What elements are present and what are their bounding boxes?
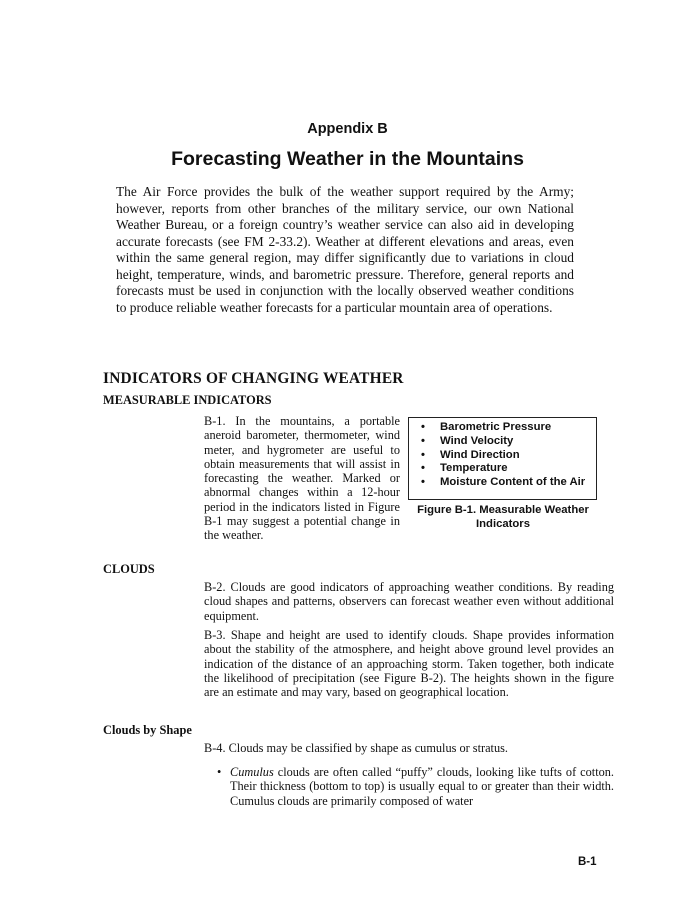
paragraph-b2: B-2. Clouds are good indicators of approaching weather conditions. By reading cloud shapes and patterns, observers can forecast weather even without additional equipment. — [204, 580, 614, 623]
list-item: • Barometric Pressure — [421, 421, 552, 433]
bullet-icon: • — [421, 434, 425, 447]
cumulus-term: Cumulus — [230, 765, 274, 779]
bullet-icon: • — [217, 765, 222, 779]
intro-paragraph: The Air Force provides the bulk of the weather support required by the Army; however, reports from other branches of the military service, our own National Weather Bureau, or a foreign country’s weather service can also aid in developing accurate forecasts (see FM 2-33.2). Weather at different elevations and areas, even within the same general region, may differ significantly due to variations in cloud height, temperature, winds, and barometric pressure. Therefore, general reports and forecasts must be used in conjunction with the locally observed weather conditions to produce reliable weather forecasts for a particular mountain area of operations. — [116, 184, 574, 315]
list-item: • Wind Velocity — [421, 434, 514, 447]
figure-b1-box — [408, 417, 597, 500]
bullet-icon: • — [421, 421, 425, 433]
subsection-clouds: CLOUDS — [103, 562, 155, 576]
list-item: • Wind Direction — [421, 448, 520, 461]
subsection-measurable-indicators: MEASURABLE INDICATORS — [103, 393, 272, 407]
paragraph-b1: B-1. In the mountains, a portable aneroid barometer, thermometer, wind meter, and hygrometer are useful to obtain measurements that will assist in forecasting the weather. Marked or abnormal changes within a 12-hour period in the indicators listed in Figure B-1 may suggest a potential change in the weather. — [204, 414, 400, 543]
paragraph-b3: B-3. Shape and height are used to identify clouds. Shape provides information about the stability of the atmosphere, and height above ground level provides an indication of the distance of an approaching storm. Taken together, both indicate the likelihood of precipitation (see Figure B-2). The heights shown in the figure are an estimate and may vary, based on geographical location. — [204, 628, 614, 700]
list-item: • Temperature — [421, 462, 508, 475]
bullet-icon: • — [421, 448, 425, 461]
appendix-label: Appendix B — [307, 121, 388, 137]
bullet-icon: • — [421, 462, 425, 475]
list-item: • Moisture Content of the Air — [421, 476, 586, 489]
page-title: Forecasting Weather in the Mountains — [171, 148, 524, 170]
figure-caption: Figure B-1. Measurable Weather Indicators — [417, 504, 589, 530]
subsection-clouds-by-shape: Clouds by Shape — [103, 723, 192, 737]
page-number: B-1 — [578, 856, 597, 868]
indicator-list — [419, 421, 596, 490]
cumulus-bullet — [217, 765, 614, 808]
cumulus-text: clouds are often called “puffy” clouds, looking like tufts of cotton. Their thickness (bottom to top) is usually equal to or greater than their width. Cumulus clouds are primarily composed of water — [230, 765, 614, 808]
paragraph-b4: B-4. Clouds may be classified by shape as cumulus or stratus. — [204, 741, 508, 755]
bullet-icon: • — [421, 476, 425, 489]
section-heading: INDICATORS OF CHANGING WEATHER — [103, 370, 404, 387]
